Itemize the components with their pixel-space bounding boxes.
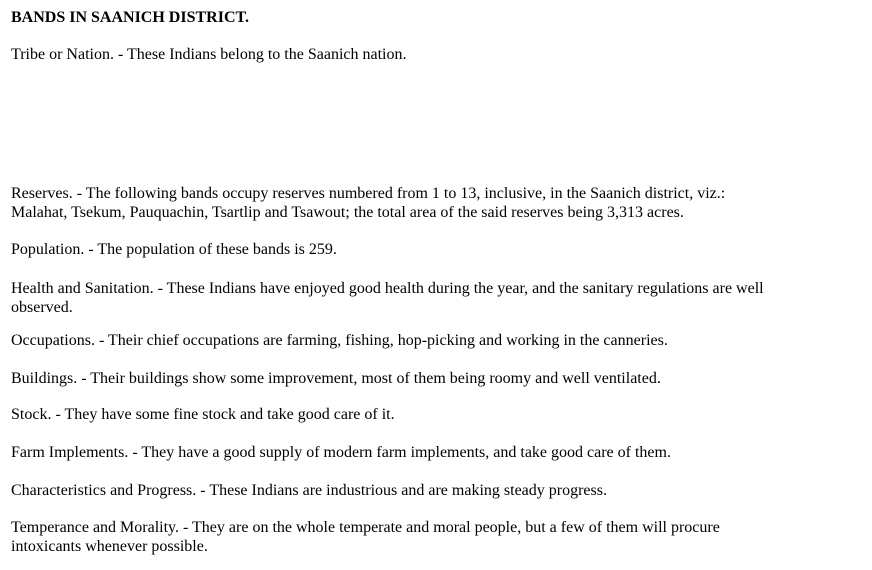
temperance-line-2: intoxicants whenever possible.	[11, 538, 208, 555]
paragraph-buildings: Buildings. - Their buildings show some improvement, most of them being roomy and well ventilated.	[11, 370, 661, 387]
reserves-line-2: Malahat, Tsekum, Pauquachin, Tsartlip and Tsawout; the total area of the said reserves being 3,313 acres.	[11, 204, 684, 221]
paragraph-health-and-sanitation	[11, 279, 863, 317]
paragraph-tribe-or-nation: Tribe or Nation. - These Indians belong to the Saanich nation.	[11, 46, 407, 63]
health-line-2: observed.	[11, 299, 73, 316]
temperance-line-1: Temperance and Morality. - They are on the whole temperate and moral people, but a few of them will procure	[11, 519, 720, 536]
paragraph-temperance-and-morality	[11, 518, 863, 556]
paragraph-population: Population. - The population of these bands is 259.	[11, 241, 337, 258]
paragraph-stock: Stock. - They have some fine stock and take good care of it.	[11, 406, 395, 423]
paragraph-characteristics-and-progress: Characteristics and Progress. - These Indians are industrious and are making steady progress.	[11, 482, 607, 499]
paragraph-farm-implements: Farm Implements. - They have a good supply of modern farm implements, and take good care of them.	[11, 444, 671, 461]
health-line-1: Health and Sanitation. - These Indians have enjoyed good health during the year, and the sanitary regulations are well	[11, 280, 764, 297]
paragraph-occupations: Occupations. - Their chief occupations are farming, fishing, hop-picking and working in the canneries.	[11, 332, 668, 349]
paragraph-reserves	[11, 184, 863, 222]
page-title: BANDS IN SAANICH DISTRICT.	[11, 9, 249, 26]
reserves-line-1: Reserves. - The following bands occupy reserves numbered from 1 to 13, inclusive, in the Saanich district, viz.:	[11, 185, 726, 202]
